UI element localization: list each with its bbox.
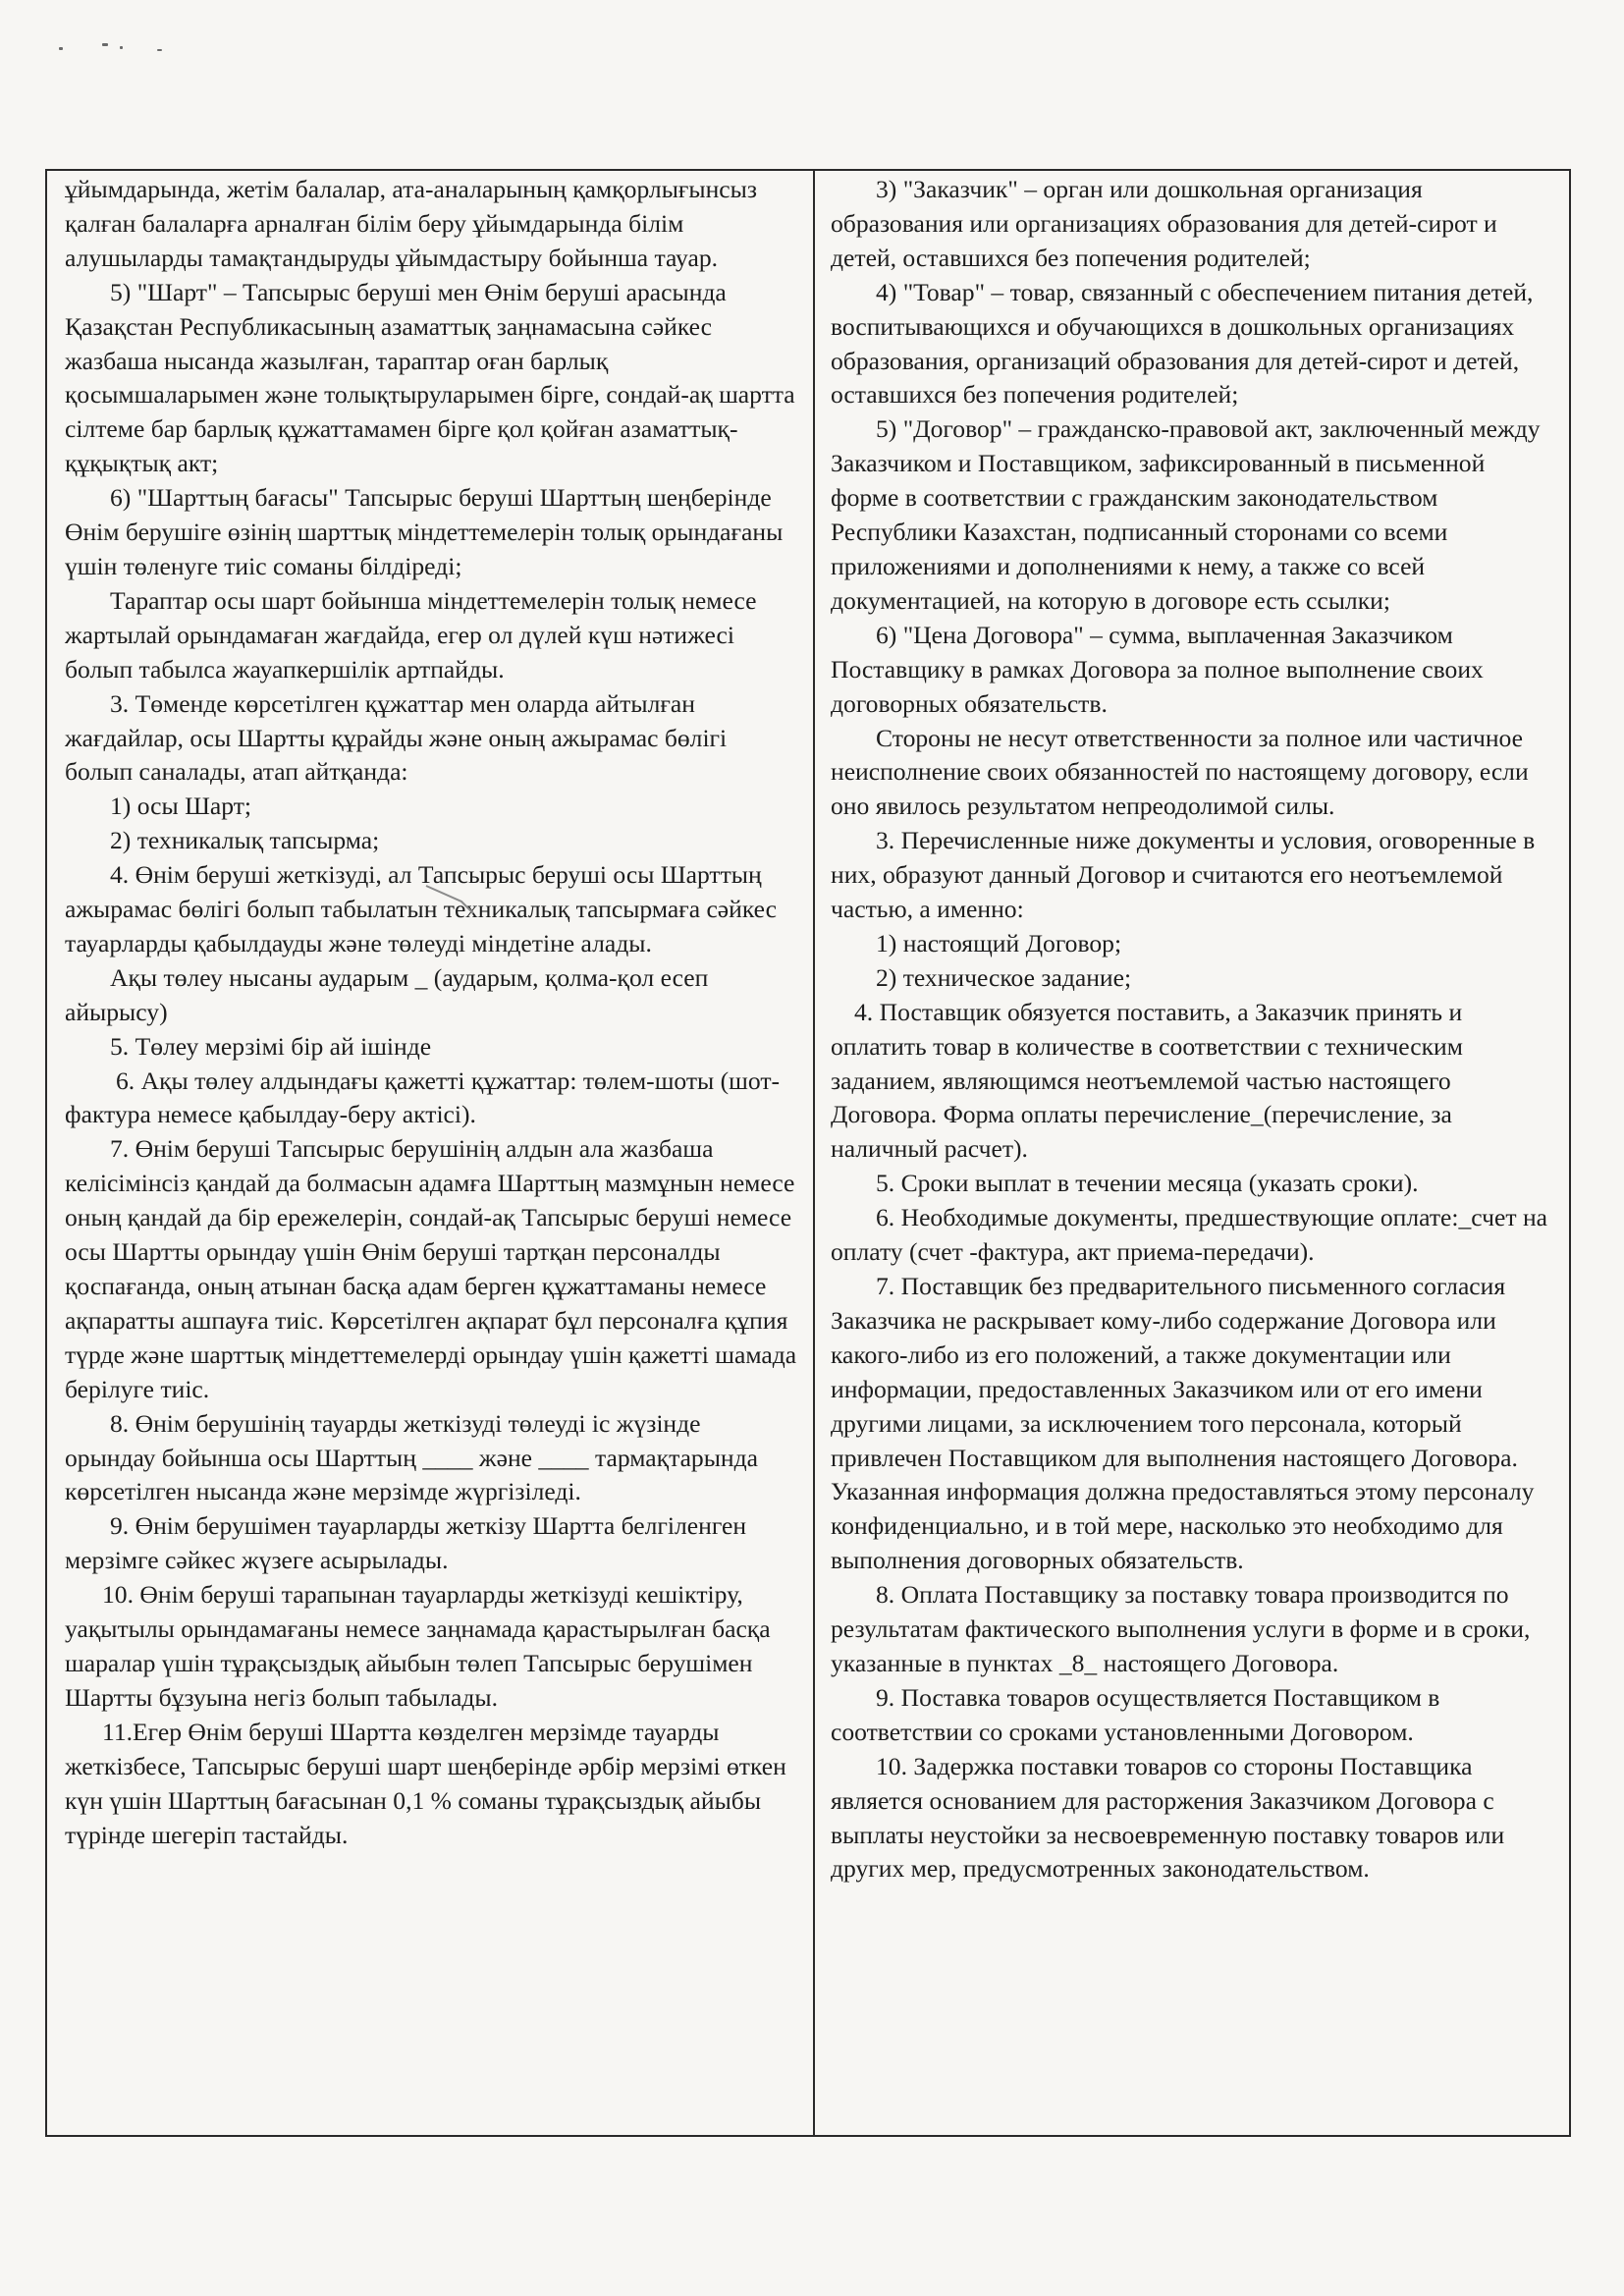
ru-paragraph: 2) техническое задание;: [876, 962, 1132, 992]
kz-paragraph: Ақы төлеу нысаны аударым _ (аударым, қолма-қол есеп айырысу): [65, 962, 709, 1026]
kz-paragraph: Тараптар осы шарт бойынша міндеттемелерін толық немесе жартылай орындамаған жағдайда, егер ол дүлей күш нәтижесі болып табылса жауапкершілік артпайды.: [65, 585, 757, 683]
ru-paragraph: 10. Задержка поставки товаров со стороны Поставщика является основанием для расторжения Заказчиком Договора с выплаты неустойки за несвоевременную поставку товаров или других мер, предусмотренных законодательством.: [831, 1751, 1505, 1884]
russian-column: [815, 171, 1569, 2135]
ru-paragraph: 3) "Заказчик" – орган или дошкольная организация образования или организациях образования для детей-сирот и детей, оставшихся без попечения родителей;: [831, 175, 1497, 272]
ru-paragraph: Стороны не несут ответственности за полное или частичное неисполнение своих обязанностей по настоящему договору, если оно явилось результатом непреодолимой силы.: [831, 723, 1529, 821]
kz-paragraph: 5. Төлеу мерзімі бір ай ішінде: [110, 1031, 432, 1061]
ru-paragraph: 5) "Договор" – гражданско-правовой акт, заключенный между Заказчиком и Поставщиком, зафиксированный в письменной форме в соответствии с гражданским законодательством Республики Казахстан, подписанный сторонами со всеми приложениями и дополнениями к нему, а также со всей документацией, на которую в договоре есть ссылки;: [831, 414, 1541, 615]
ru-paragraph: 6) "Цена Договора" – сумма, выплаченная Заказчиком Поставщику в рамках Договора за полное выполнение своих договорных обязательств.: [831, 620, 1484, 718]
kz-paragraph: 5) "Шарт" – Тапсырыс беруші мен Өнім беруші арасында Қазақстан Республикасының азаматтық заңнамасына сәйкес жазбаша нысанда жазылған, тараптар оған барлық қосымшаларымен және толықтыруларымен бірге, сондай-ақ шартта сілтеме бар барлық құжаттамамен бірге қол қойған азаматтық-құқықтық акт;: [65, 277, 795, 478]
kz-paragraph: ұйымдарында, жетім балалар, ата-аналарының қамқорлығынсыз қалған балаларға арналған білім беру ұйымдарында білім алушыларды тамақтандыруды ұйымдастыру бойынша тауар.: [65, 175, 757, 272]
kz-paragraph: 6. Ақы төлеу алдындағы қажетті құжаттар: төлем-шоты (шот-фактура немесе қабылдау-беру актісі).: [65, 1066, 781, 1129]
kz-paragraph: 8. Өнім берушінің тауарды жеткізуді төлеуді іс жүзінде орындау бойынша осы Шарттың ____ және ____ тармақтарында көрсетілген нысанда және мерзімде жүргізіледі.: [65, 1408, 759, 1506]
ru-paragraph: 1) настоящий Договор;: [876, 928, 1122, 957]
kz-paragraph: 1) осы Шарт;: [110, 792, 252, 821]
kz-paragraph: 10. Өнім беруші тарапынан тауарларды жеткізуді кешіктіру, уақытылы орындамағаны немесе заңнамада қарастырылған басқа шаралар үшін тұрақсыздық айыбын төлеп Тапсырыс берушімен Шартты бұзуына негіз болып табылады.: [65, 1580, 771, 1712]
kz-paragraph: 2) техникалық тапсырма;: [110, 826, 380, 855]
bilingual-contract-table: [45, 169, 1571, 2137]
kz-paragraph: 9. Өнім берушімен тауарларды жеткізу Шартта белгіленген мерзімге сәйкес жүзеге асырылады.: [65, 1511, 747, 1575]
ru-paragraph: 6. Необходимые документы, предшествующие оплате:_счет на оплату (счет -фактура, акт приема-передачи).: [831, 1203, 1548, 1267]
pencil-stroke-mark: [422, 880, 481, 919]
ru-paragraph: 4) "Товар" – товар, связанный с обеспечением питания детей, воспитывающихся и обучающихся в дошкольных организациях образования, организаций образования для детей-сирот и детей, оставшихся без попечения родителей;: [831, 277, 1534, 410]
kz-paragraph: 6) "Шарттың бағасы" Тапсырыс беруші Шарттың шеңберінде Өнім берушіге өзінің шарттық міндеттемелерін толық орындағаны үшін төленуге тиіс соманы білдіреді;: [65, 483, 784, 580]
ru-paragraph: 4. Поставщик обязуется поставить, а Заказчик принять и оплатить товар в количестве в соответствии с техническим заданием, являющимся неотъемлемой частью настоящего Договора. Форма оплаты перечисление_(перечисление, за наличный расчет).: [831, 997, 1463, 1164]
ru-paragraph: 8. Оплата Поставщику за поставку товара производится по результатам фактического выполнения услуги в форме и в сроки, указанные в пунктах _8_ настоящего Договора.: [831, 1580, 1531, 1677]
ru-paragraph: 5. Сроки выплат в течении месяца (указать сроки).: [876, 1169, 1419, 1198]
kz-paragraph: 11.Егер Өнім беруші Шартта көзделген мерзімде тауарды жеткізбесе, Тапсырыс беруші шарт шеңберінде әрбір мерзімі өткен күн үшін Шарттың бағасынан 0,1 % соманы тұрақсыздық айыбы түрінде шегеріп тастайды.: [65, 1717, 786, 1849]
kazakh-column: [47, 171, 815, 2135]
ru-paragraph: 9. Поставка товаров осуществляется Поставщиком в соответствии со сроками установленными Договором.: [831, 1682, 1440, 1746]
ru-paragraph: 3. Перечисленные ниже документы и условия, оговоренные в них, образуют данный Договор и считаются его неотъемлемой частью, а именно:: [831, 826, 1536, 924]
kz-paragraph: 4. Өнім беруші жеткізуді, ал Тапсырыс беруші осы Шарттың ажырамас бөлігі болып табылатын техникалық тапсырмаға сәйкес тауарларды қабылдауды және төлеуді міндетіне алады.: [65, 860, 778, 957]
ru-paragraph: 7. Поставщик без предварительного письменного согласия Заказчика не раскрывает кому-либо содержание Договора или какого-либо из его положений, а также документации или информации, предоставленных Заказчиком или от его имени другими лицами, за исключением того персонала, который привлечен Поставщиком для выполнения настоящего Договора. Указанная информация должна предоставляться этому персоналу конфиденциально, и в той мере, насколько это необходимо для выполнения договорных обязательств.: [831, 1272, 1535, 1575]
kz-paragraph: 7. Өнім беруші Тапсырыс берушінің алдын ала жазбаша келісімінсіз қандай да болмасын адамға Шарттың мазмұнын немесе оның қандай да бір ережелерін, сондай-ақ Тапсырыс беруші немесе осы Шартты орындау үшін Өнім беруші тартқан персоналды қоспағанда, оның атынан басқа адам берген құжаттаманы немесе ақпаратты ашпауға тиіс. Көрсетілген ақпарат бұл персоналға құпия түрде және шарттық міндеттемелерді орындау үшін қажетті шамада берілуге тиіс.: [65, 1134, 797, 1403]
kz-paragraph: 3. Төменде көрсетілген құжаттар мен оларда айтылған жағдайлар, осы Шартты құрайды және оның ажырамас бөлігі болып саналады, атап айтқанда:: [65, 688, 728, 787]
scan-speck-marks: [59, 41, 177, 55]
